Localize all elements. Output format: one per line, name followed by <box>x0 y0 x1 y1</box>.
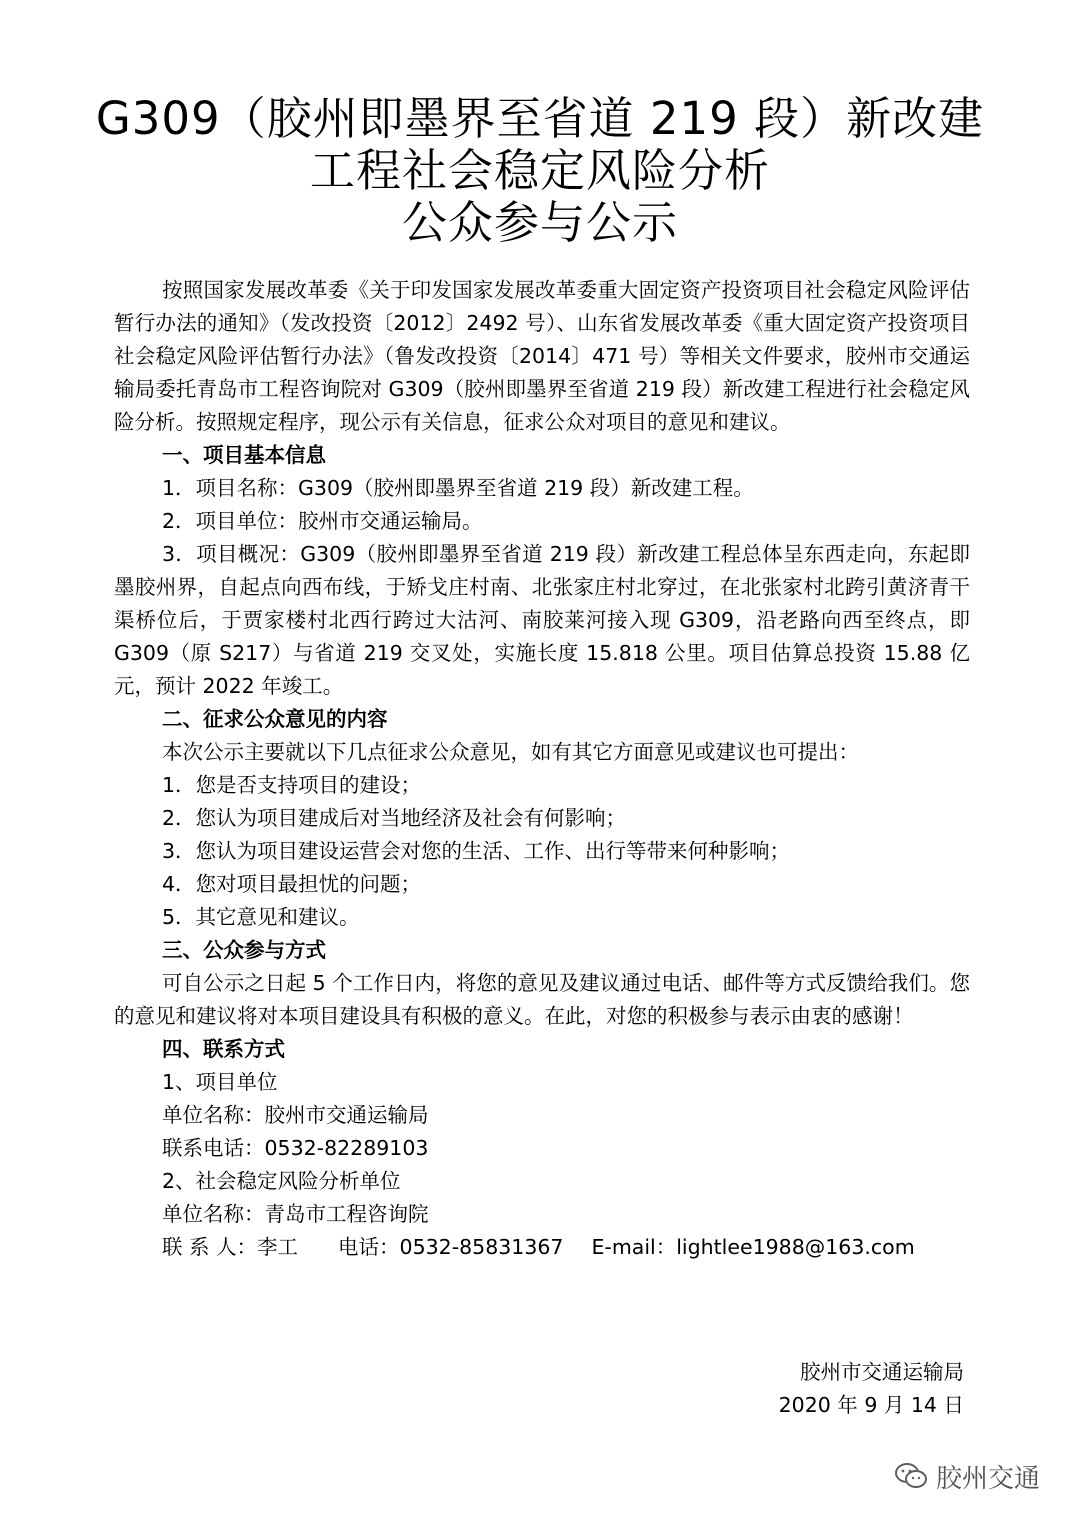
contact-phone: 电话：0532-85831367 <box>338 1235 564 1259</box>
title-line-1: G309（胶州即墨界至省道 219 段）新改建 <box>95 92 985 145</box>
project-overview: 3．项目概况：G309（胶州即墨界至省道 219 段）新改建工程总体呈东西走向，东起即墨胶州界，自起点向西布线，于矫戈庄村南、北张家庄村北穿过，在北张家村北跨引黄济青干渠桥位后，于贾家楼村北西行跨过大沽河、南胶莱河接入现 G309，沿老路向西至终点，即 G309（原 S217）与省道 219 交叉处，实施长度 15.818 公里。项目估算总投资 15.88 亿元，预计 2022 年竣工。 <box>114 542 970 698</box>
signature-org: 胶州市交通运输局 <box>800 1360 964 1384</box>
document-body <box>114 274 970 1264</box>
section-1-heading: 一、项目基本信息 <box>162 443 326 467</box>
participation-text: 可自公示之日起 5 个工作日内，将您的意见及建议通过电话、邮件等方式反馈给我们。您的意见和建议将对本项目建设具有积极的意义。在此，对您的积极参与表示由衷的感谢！ <box>114 971 970 1028</box>
wechat-icon <box>894 1462 928 1490</box>
signature-date: 2020 年 9 月 14 日 <box>778 1393 964 1417</box>
section-2-intro: 本次公示主要就以下几点征求公众意见，如有其它方面意见或建议也可提出： <box>162 740 859 764</box>
project-name: 1．项目名称：G309（胶州即墨界至省道 219 段）新改建工程。 <box>162 476 754 500</box>
opinion-item-2: 2．您认为项目建成后对当地经济及社会有何影响； <box>162 806 627 830</box>
opinion-item-4: 4．您对项目最担忧的问题； <box>162 872 422 896</box>
contact-sub-2: 2、社会稳定风险分析单位 <box>162 1169 401 1193</box>
opinion-item-5: 5．其它意见和建议。 <box>162 905 360 929</box>
title-line-3: 公众参与公示 <box>401 196 678 249</box>
section-2-heading: 二、征求公众意见的内容 <box>162 707 388 731</box>
project-unit: 2．项目单位：胶州市交通运输局。 <box>162 509 483 533</box>
unit-1-name: 单位名称：胶州市交通运输局 <box>162 1103 429 1127</box>
section-4-heading: 四、联系方式 <box>162 1037 285 1061</box>
contact-sub-1: 1、项目单位 <box>162 1070 278 1094</box>
unit-1-phone: 联系电话：0532-82289103 <box>162 1136 429 1160</box>
unit-2-name: 单位名称：青岛市工程咨询院 <box>162 1202 429 1226</box>
contact-row <box>114 1231 970 1264</box>
watermark-text: 胶州交通 <box>935 1463 1040 1494</box>
contact-person: 联 系 人：李工 <box>162 1235 299 1259</box>
title-line-2: 工程社会稳定风险分析 <box>309 144 770 197</box>
watermark <box>894 1456 1040 1496</box>
opinion-item-3: 3．您认为项目建设运营会对您的生活、工作、出行等带来何种影响； <box>162 839 791 863</box>
section-3-heading: 三、公众参与方式 <box>162 938 326 962</box>
intro-paragraph: 按照国家发展改革委《关于印发国家发展改革委重大固定资产投资项目社会稳定风险评估暂行办法的通知》（发改投资〔2012〕2492 号）、山东省发展改革委《重大固定资产投资项目社会稳定风险评估暂行办法》（鲁发改投资〔2014〕471 号）等相关文件要求，胶州市交通运输局委托青岛市工程咨询院对 G309（胶州即墨界至省道 219 段）新改建工程进行社会稳定风险分析。按照规定程序，现公示有关信息，征求公众对项目的意见和建议。 <box>114 278 970 434</box>
contact-email: E-mail：lightlee1988@163.com <box>591 1235 915 1259</box>
opinion-item-1: 1．您是否支持项目的建设； <box>162 773 422 797</box>
